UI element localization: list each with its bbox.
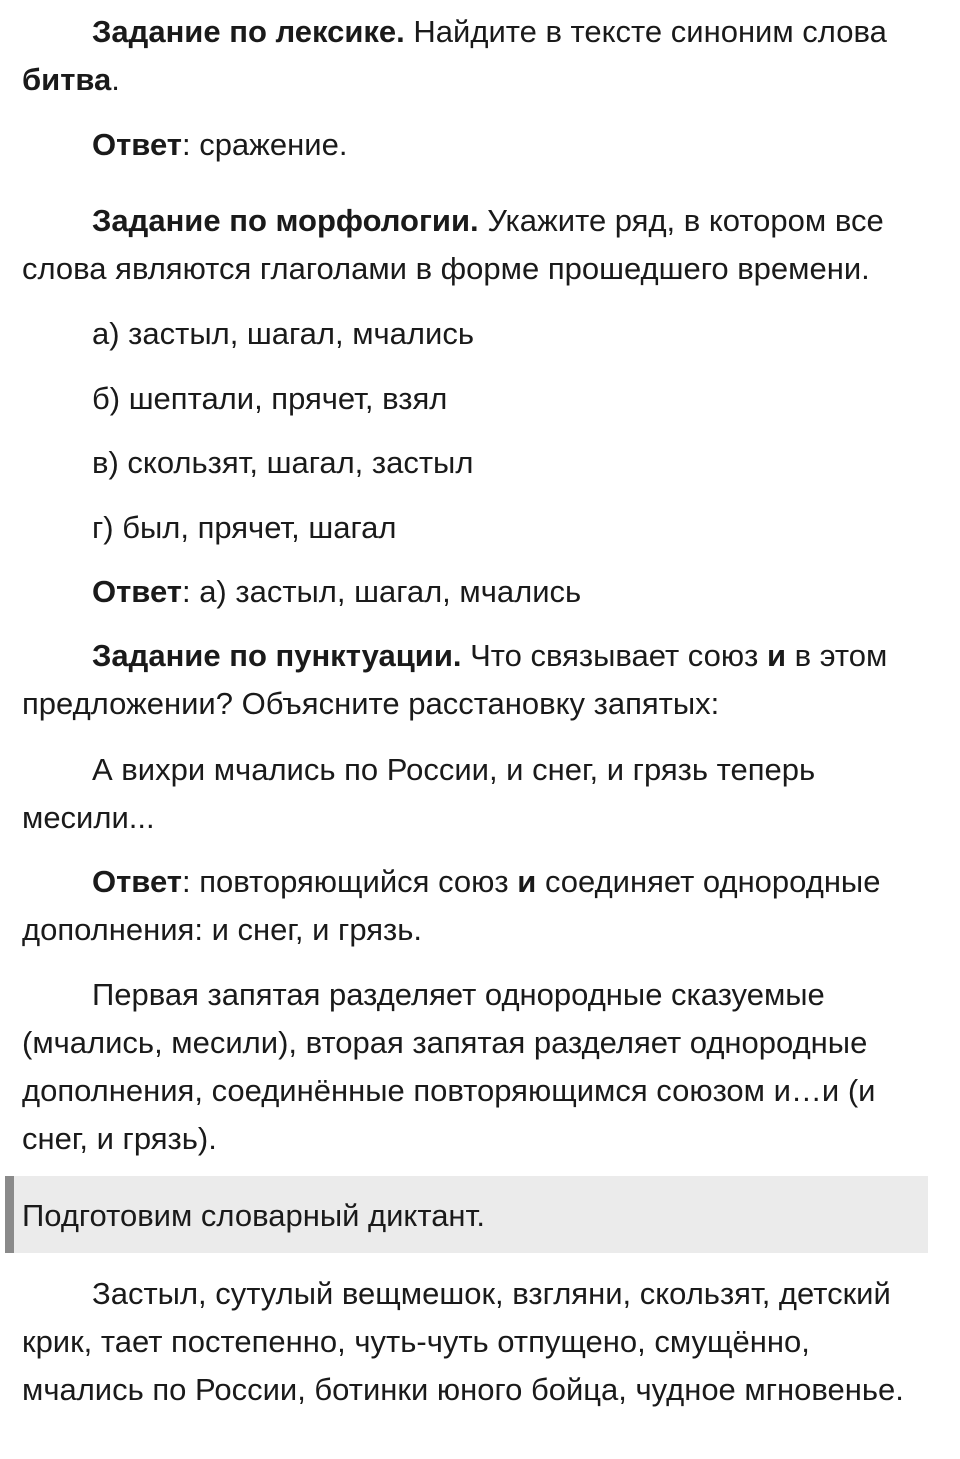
morphology-task-text: Укажите ряд, в котором все слова являются глаголами в форме прошедшего времени. [22, 203, 884, 286]
explanation: Первая запятая разделяет однородные сказуемые (мчались, месили), вторая запятая разделяет однородные дополнения, соединённые повторяющимся союзом и…и (и снег, и грязь). [22, 977, 876, 1156]
lexis-answer [22, 121, 938, 169]
punctuation-task-text: Что связывает союз [470, 638, 759, 673]
punctuation-task [22, 632, 938, 728]
lexis-task-text: Найдите в тексте синоним слова [413, 14, 887, 49]
quote: А вихри мчались по России, и снег, и грязь теперь месили... [22, 752, 816, 835]
callout-box [5, 1176, 928, 1253]
answer-text: : сражение. [181, 127, 348, 162]
punctuation-task-text-2: в этом предложении? Объясните расстановку запятых: [22, 638, 888, 721]
answer-text: : а) застыл, шагал, мчались [181, 574, 582, 609]
answer-label: Ответ [92, 127, 182, 162]
morphology-task [22, 197, 938, 293]
conjunction: и [517, 864, 537, 899]
lexis-task-label: Задание по лексике. [92, 14, 405, 49]
option-d: г) был, прячет, шагал [92, 510, 397, 545]
morphology-task-label: Задание по морфологии. [92, 203, 479, 238]
callout-text: Подготовим словарный диктант. [22, 1198, 485, 1233]
answer-text-2: соединяет однородные дополнения: и снег, и грязь. [22, 864, 881, 947]
conjunction: и [766, 638, 787, 673]
punctuation-answer [22, 858, 938, 954]
option-c: в) скользят, шагал, застыл [92, 445, 474, 480]
option-b: б) шептали, прячет, взял [92, 381, 448, 416]
lexis-task-word: битва [22, 62, 112, 97]
morphology-answer [22, 568, 938, 616]
dictation-text: Застыл, сутулый вещмешок, взгляни, скользят, детский крик, тает постепенно, чуть-чуть отпущено, смущённо, мчались по России, ботинки юного бойца, чудное мгновенье. [22, 1276, 904, 1407]
answer-label: Ответ [92, 574, 182, 609]
lexis-task [22, 8, 938, 104]
option-a: а) застыл, шагал, мчались [92, 316, 474, 351]
answer-label: Ответ [92, 864, 182, 899]
punctuation-task-label: Задание по пунктуации. [92, 638, 462, 673]
lexis-task-dot: . [111, 62, 120, 97]
answer-text: : повторяющийся союз [181, 864, 509, 899]
